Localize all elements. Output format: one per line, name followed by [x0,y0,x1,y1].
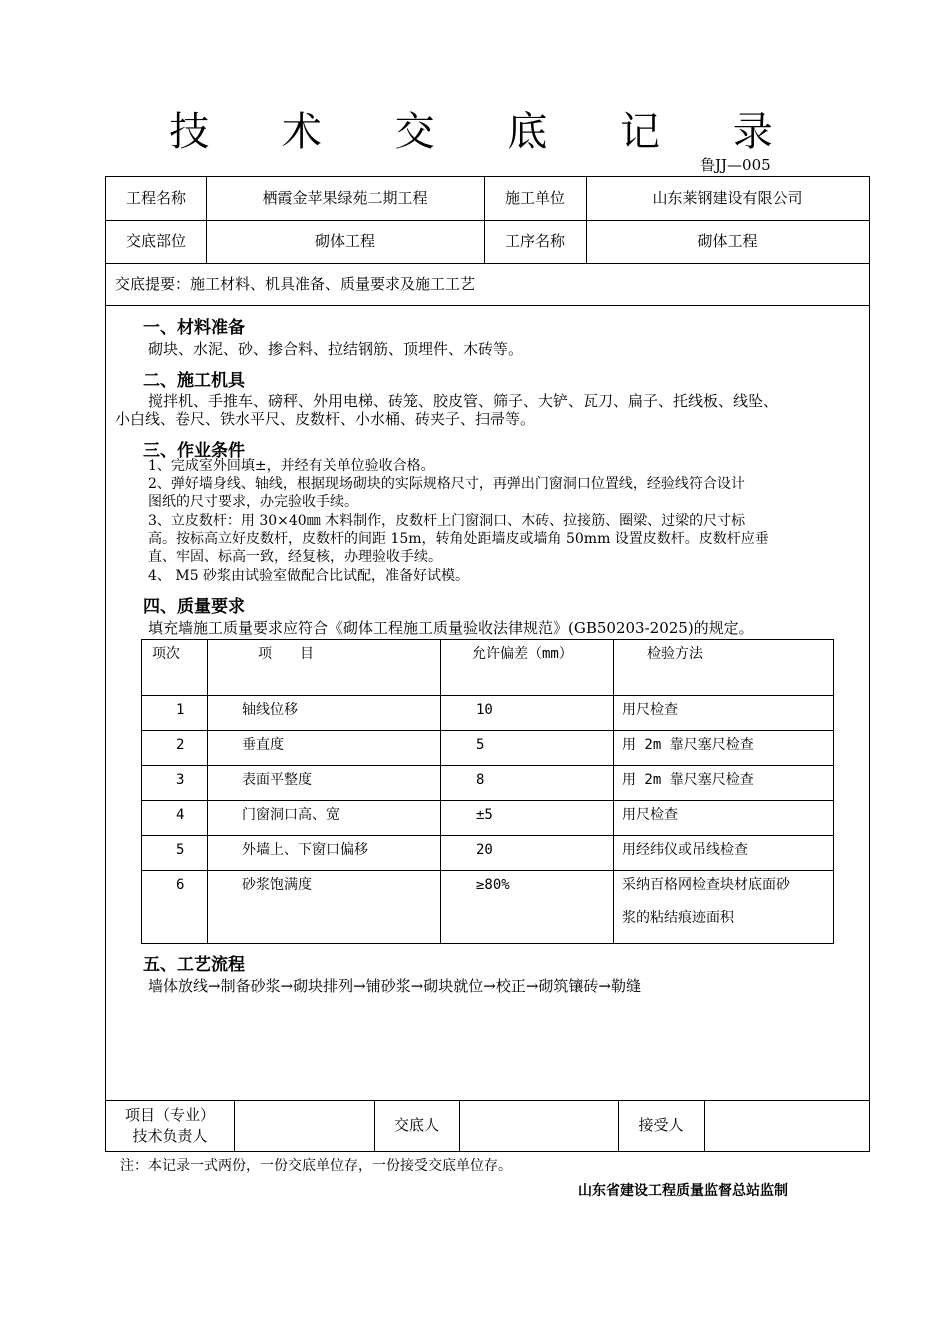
table-cell: 5 [176,842,185,858]
part-label: 交底部位 [125,232,186,251]
row-divider [142,695,833,696]
section-4-title: 四、质量要求 [143,597,245,617]
table-cell: ≥80% [476,877,510,893]
section-1-body: 砌块、水泥、砂、掺合料、拉结钢筋、顶埋件、木砖等。 [148,340,524,358]
table-cell: 用 2m 靠尺塞尺检查 [622,772,754,788]
table-cell: 表面平整度 [242,772,312,788]
tech-lead-label [106,1100,234,1151]
section-4-body: 填充墙施工质量要求应符合《砌体工程施工质量验收法律规范》(GB50203-2025)的规定。 [148,619,754,637]
table-cell: 轴线位移 [242,702,298,718]
process-label: 工序名称 [504,232,565,251]
tech-lead-label-line1: 项目（专业） [124,1105,215,1124]
table-cell: 8 [476,772,485,788]
table-cell: 10 [476,702,493,718]
tech-lead-signature[interactable] [234,1100,374,1151]
table-header: 项 目 [258,646,314,662]
section-5-title: 五、工艺流程 [143,955,245,975]
table-cell: 5 [476,737,485,753]
col-divider [440,640,441,943]
table-cell: 3 [176,772,185,788]
table-cell: 20 [476,842,493,858]
table-cell: 用经纬仪或吊线检查 [622,842,748,858]
table-cell: 门窗洞口高、宽 [242,807,340,823]
table-cell: 用尺检查 [622,807,678,823]
col-divider [207,640,208,943]
note: 注：本记录一式两份，一份交底单位存，一份接受交底单位存。 [120,1158,512,1174]
condition-2b: 图纸的尺寸要求，办完验收手续。 [148,494,358,510]
table-cell: 浆的粘结痕迹面积 [622,910,734,926]
row-divider [106,305,869,306]
condition-3a: 3、立皮数杆：用 30×40㎜ 木料制作，皮数杆上门窗洞口、木砖、拉接筋、圈梁、过梁的尺寸标 [148,513,746,529]
table-cell: ±5 [476,807,493,823]
section-5-body: 墙体放线→制备砂浆→砌块排列→铺砂浆→砌块就位→校正→砌筑镶砖→勒缝 [148,977,641,995]
section-2-line2: 小白线、卷尺、铁水平尺、皮数杆、小水桶、砖夹子、扫帚等。 [115,410,536,428]
project-name-label: 工程名称 [125,189,186,208]
summary: 交底提要：施工材料、机具准备、质量要求及施工工艺 [115,275,476,293]
receiver-signature[interactable] [704,1100,869,1151]
table-cell: 垂直度 [242,737,284,753]
discloser-signature[interactable] [459,1100,618,1151]
form-code: 鲁JJ—005 [700,156,771,174]
row-divider [142,835,833,836]
row-divider [142,800,833,801]
table-cell: 2 [176,737,185,753]
condition-3c: 直、牢固、标高一致，经复核，办理验收手续。 [148,549,442,565]
col-divider [613,640,614,943]
table-cell: 用尺检查 [622,702,678,718]
tech-lead-label-line2: 技术负责人 [132,1126,208,1145]
table-cell: 砂浆饱满度 [242,877,312,893]
table-header: 允许偏差（mm） [472,646,573,662]
row-divider [142,870,833,871]
condition-2a: 2、弹好墙身线、轴线，根据现场砌块的实际规格尺寸，再弹出门窗洞口位置线，经验线符合设计 [148,476,745,492]
row-divider [106,263,869,264]
contractor-value: 山东莱钢建设有限公司 [652,189,803,208]
table-header: 检验方法 [647,646,703,662]
condition-3b: 高。按标高立好皮数杆，皮数杆的间距 15m，转角处距墙皮或墙角 50mm 设置皮数杆。皮数杆应垂 [148,531,769,547]
table-cell: 用 2m 靠尺塞尺检查 [622,737,754,753]
part-value: 砌体工程 [314,232,375,251]
section-2-line1: 搅拌机、手推车、磅秤、外用电梯、砖笼、胶皮管、筛子、大铲、瓦刀、扁子、托线板、线坠、 [148,392,779,410]
row-divider [142,765,833,766]
section-3-title: 三、作业条件 [143,441,245,461]
table-cell: 采纳百格网检查块材底面砂 [622,877,790,893]
quality-table [141,639,834,944]
section-2-title: 二、施工机具 [143,371,245,391]
receiver-label: 接受人 [638,1116,684,1135]
page-title: 技 术 交 底 记 录 [169,109,803,155]
row-divider [142,730,833,731]
footer-issuer: 山东省建设工程质量监督总站监制 [578,1183,788,1199]
contractor-label: 施工单位 [504,189,565,208]
table-header: 项次 [152,646,180,662]
table-cell: 6 [176,877,185,893]
discloser-label: 交底人 [393,1116,439,1135]
process-value: 砌体工程 [697,232,758,251]
table-cell: 4 [176,807,185,823]
table-cell: 外墙上、下窗口偏移 [242,842,368,858]
condition-4: 4、 M5 砂浆由试验室做配合比试配，准备好试模。 [148,568,470,584]
table-cell: 1 [176,702,185,718]
section-1-title: 一、材料准备 [143,318,245,338]
project-name-value: 栖霞金苹果绿苑二期工程 [262,189,428,208]
condition-1: 1、完成室外回填±，并经有关单位验收合格。 [148,458,435,474]
